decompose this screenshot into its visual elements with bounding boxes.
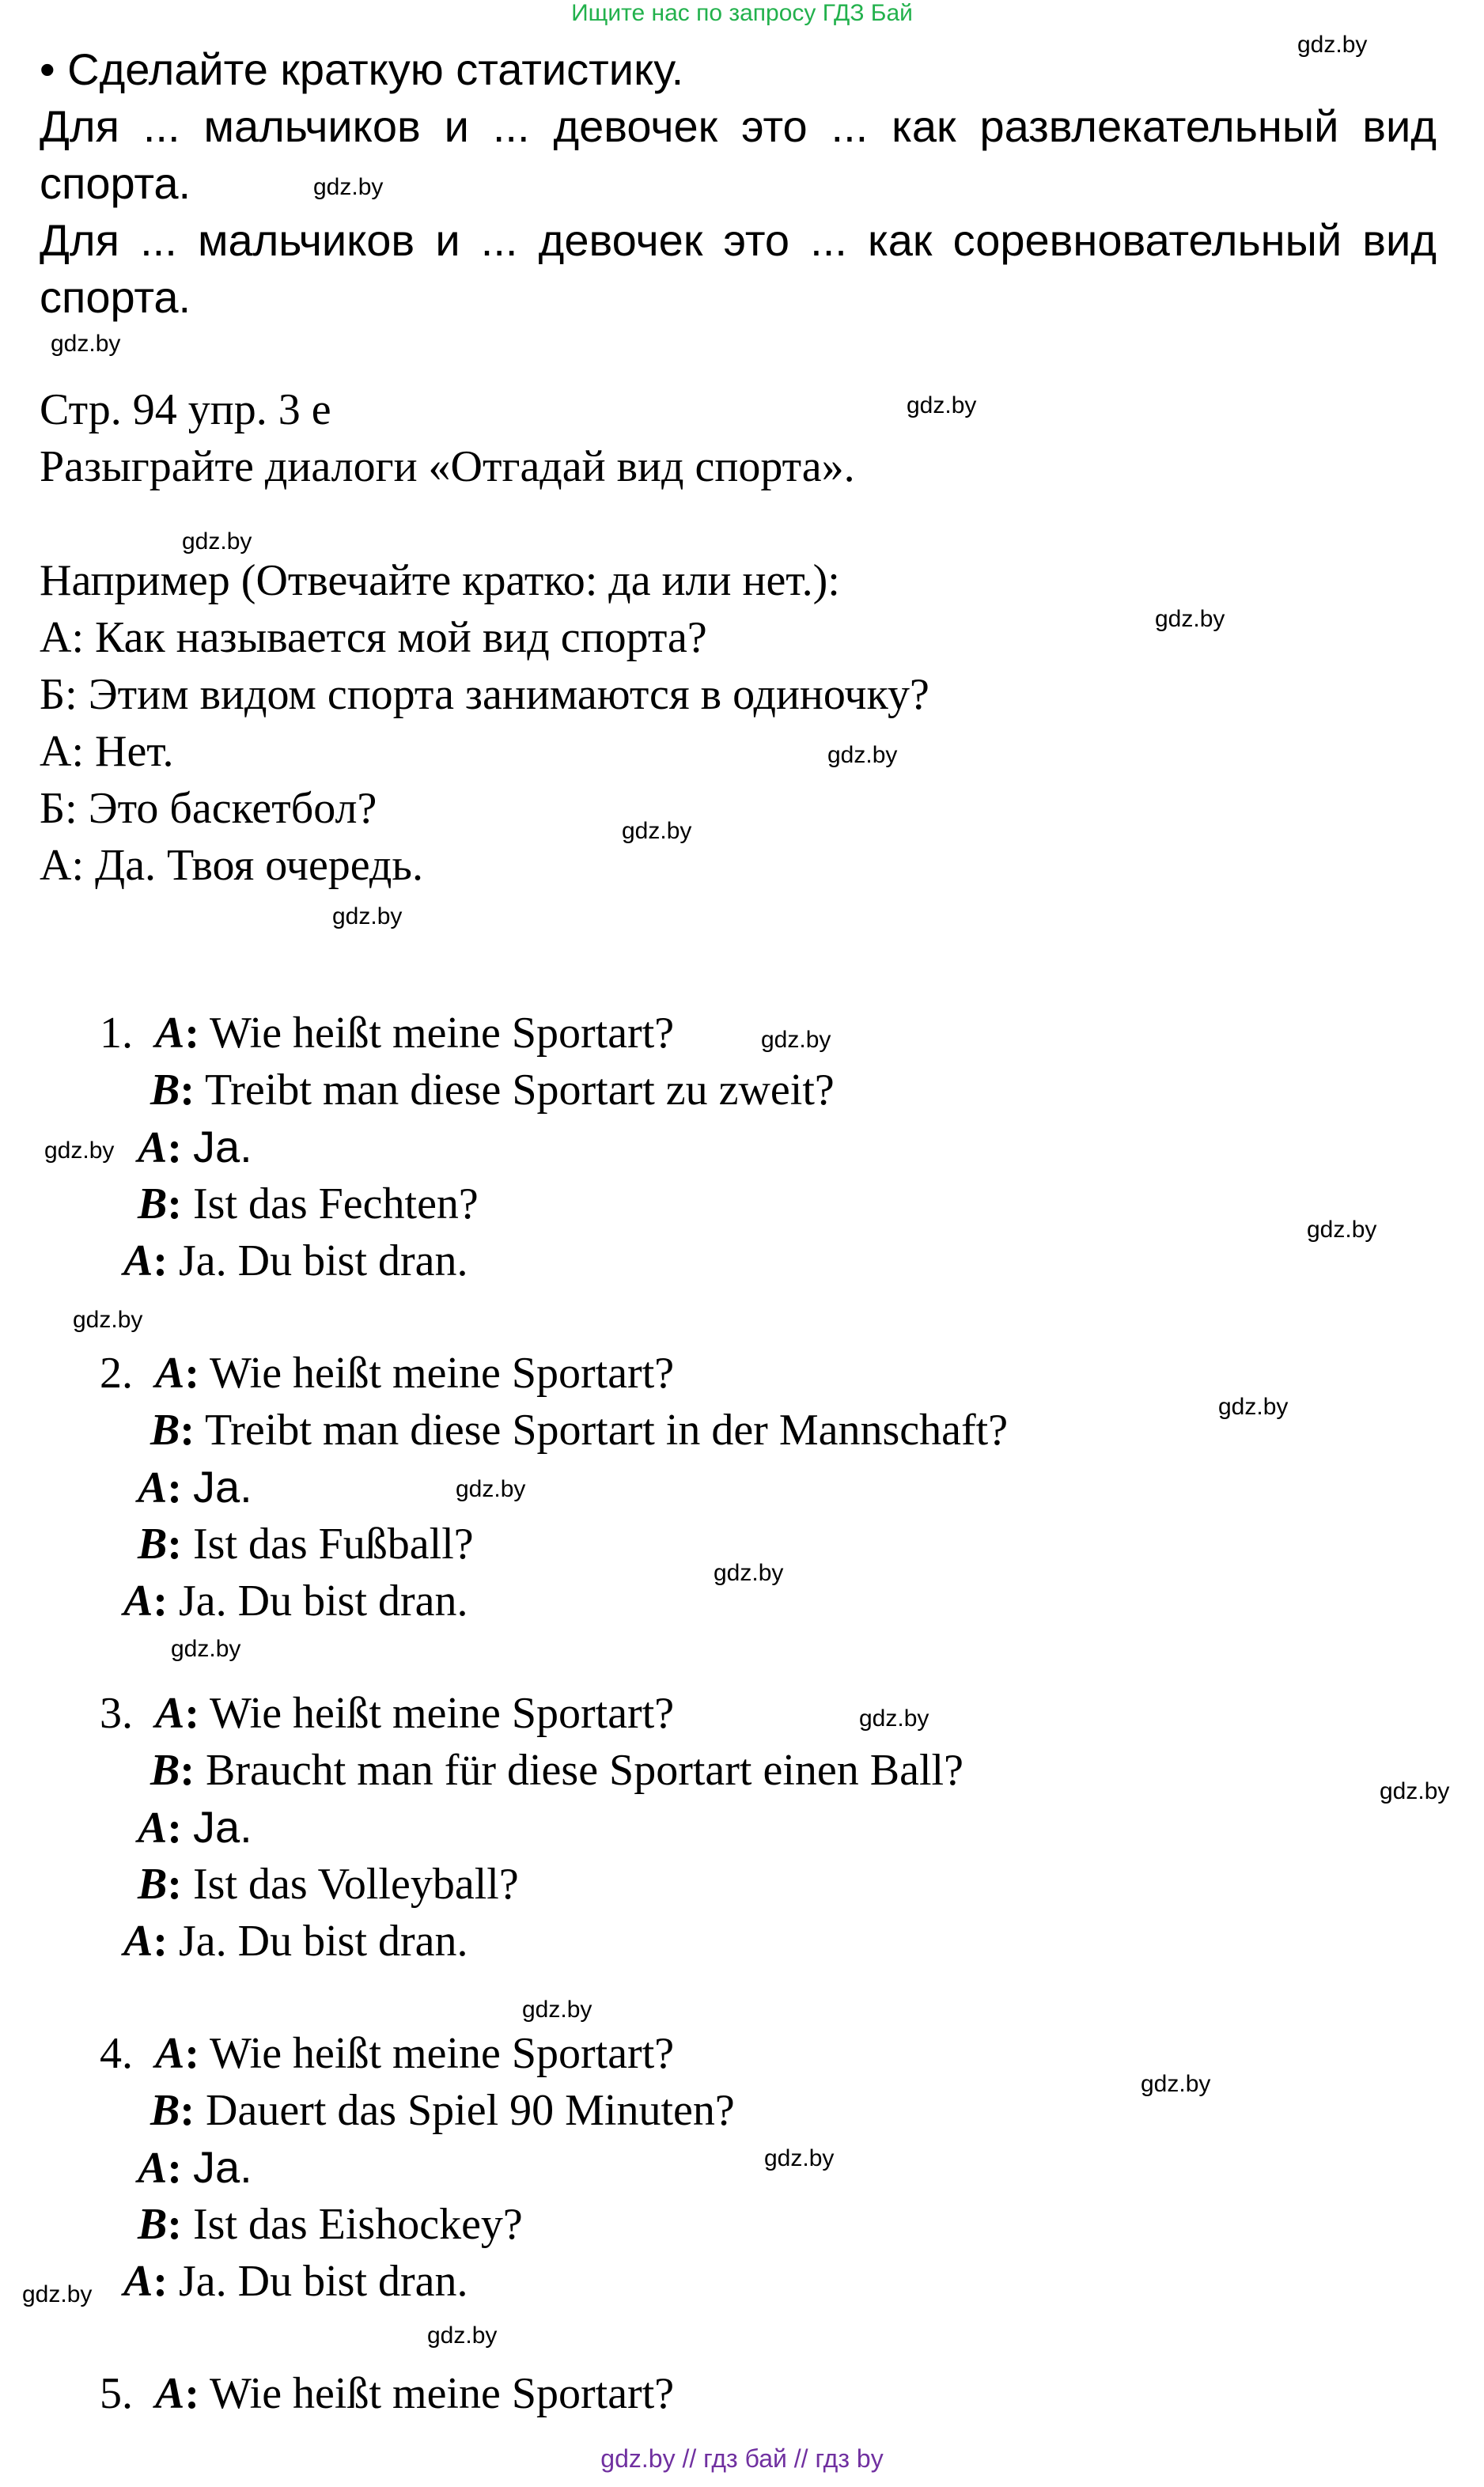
dialog-text: Ist das Fechten? [193, 1179, 479, 1228]
speaker-label: A [123, 1577, 153, 1626]
dialog-line [100, 2365, 674, 2422]
speaker-label: B [150, 1406, 180, 1455]
speaker-colon: : [167, 1804, 183, 1853]
watermark: gdz.by [44, 1138, 115, 1164]
example-line: А: Да. Твоя очередь. [40, 841, 423, 890]
watermark: gdz.by [1380, 1778, 1450, 1804]
speaker-label: A [155, 2029, 185, 2078]
dialog-text: Ja. Du bist dran. [179, 2257, 468, 2306]
dialog-line [100, 1345, 674, 1402]
watermark: gdz.by [332, 903, 403, 929]
stats-line: Для ... мальчиков и ... девочек это ... как соревновательный вид [40, 215, 1437, 265]
speaker-label: A [123, 2257, 153, 2306]
watermark: gdz.by [456, 1476, 526, 1502]
watermark: gdz.by [907, 392, 977, 418]
speaker-label: A [138, 1463, 168, 1512]
dialog-text: Wie heißt meine Sportart? [210, 2029, 675, 2078]
speaker-label: B [150, 2086, 180, 2135]
dialog-text: Ja. [193, 1802, 252, 1852]
dialog-text: Ja. Du bist dran. [179, 1577, 468, 1626]
speaker-label: A [123, 1917, 153, 1966]
speaker-label: B [150, 1746, 180, 1795]
exercise-reference: Стр. 94 упр. 3 е [40, 385, 331, 434]
dialog-number: 2. [100, 1349, 133, 1398]
speaker-colon: : [180, 1746, 195, 1795]
speaker-colon: : [184, 1009, 200, 1058]
speaker-colon: : [180, 2086, 195, 2135]
speaker-colon: : [153, 1236, 168, 1285]
watermark: gdz.by [73, 1307, 143, 1333]
dialog-line [138, 1119, 252, 1176]
dialog-line [150, 2082, 735, 2139]
speaker-label: B [138, 1520, 168, 1569]
dialog-text: Wie heißt meine Sportart? [210, 2369, 675, 2418]
dialog-text: Ja. [193, 1462, 252, 1512]
task-title: Разыграйте диалоги «Отгадай вид спорта». [40, 442, 855, 491]
example-line: Б: Это баскетбол? [40, 784, 377, 833]
speaker-label: B [138, 1860, 168, 1909]
speaker-colon: : [167, 1123, 183, 1172]
dialog-text: Dauert das Spiel 90 Minuten? [206, 2086, 735, 2135]
watermark: gdz.by [1307, 1217, 1377, 1243]
watermark: gdz.by [522, 1997, 592, 2023]
example-line: А: Как называется мой вид спорта? [40, 613, 707, 662]
speaker-colon: : [184, 2029, 200, 2078]
top-banner[interactable]: Ищите нас по запросу ГДЗ Бай [571, 0, 913, 26]
stats-line: спорта. [40, 272, 191, 322]
dialog-text: Ja. [193, 1122, 252, 1172]
speaker-colon: : [167, 1463, 183, 1512]
stats-heading: • Сделайте краткую статистику. [40, 44, 684, 94]
speaker-colon: : [153, 1577, 168, 1626]
dialog-number: 5. [100, 2369, 133, 2418]
watermark: gdz.by [1218, 1394, 1289, 1420]
dialog-number: 4. [100, 2029, 133, 2078]
dialog-text: Treibt man diese Sportart in der Mannschaft? [205, 1406, 1009, 1455]
watermark: gdz.by [1141, 2071, 1211, 2097]
speaker-colon: : [184, 1349, 200, 1398]
watermark: gdz.by [427, 2322, 498, 2349]
dialog-line [100, 1005, 674, 1062]
speaker-colon: : [167, 1860, 183, 1909]
watermark: gdz.by [761, 1027, 831, 1053]
dialog-line [150, 1402, 1008, 1459]
watermark: gdz.by [714, 1560, 784, 1586]
dialog-text: Wie heißt meine Sportart? [210, 1009, 675, 1058]
dialog-number: 1. [100, 1009, 133, 1058]
dialog-line [100, 2025, 674, 2082]
speaker-colon: : [184, 2369, 200, 2418]
dialog-text: Ja. Du bist dran. [179, 1236, 468, 1285]
dialog-text: Ist das Volleyball? [193, 1860, 519, 1909]
dialog-text: Ja. Du bist dran. [179, 1917, 468, 1966]
dialog-line [150, 1062, 835, 1119]
dialog-line [138, 1799, 252, 1857]
footer-links[interactable]: gdz.by // гдз бай // гдз by [600, 2444, 884, 2473]
dialog-line [123, 1232, 468, 1289]
dialog-text: Treibt man diese Sportart zu zweit? [205, 1066, 835, 1115]
dialog-text: Ist das Fußball? [193, 1520, 474, 1569]
dialog-line [150, 1742, 963, 1799]
speaker-label: A [138, 2144, 168, 2193]
example-line: Б: Этим видом спорта занимаются в одиночку? [40, 670, 929, 719]
dialog-number: 3. [100, 1689, 133, 1738]
dialog-line [100, 1685, 674, 1742]
speaker-label: B [138, 1179, 168, 1228]
speaker-colon: : [167, 2144, 183, 2193]
speaker-colon: : [167, 1179, 183, 1228]
speaker-label: A [155, 1689, 185, 1738]
watermark: gdz.by [313, 174, 384, 200]
speaker-colon: : [167, 2200, 183, 2249]
dialog-line [123, 1913, 468, 1970]
dialog-text: Wie heißt meine Sportart? [210, 1689, 675, 1738]
speaker-label: A [123, 1236, 153, 1285]
dialog-line [138, 1516, 474, 1573]
speaker-colon: : [180, 1066, 195, 1115]
dialog-line [138, 1175, 479, 1232]
speaker-colon: : [153, 2257, 168, 2306]
example-line: А: Нет. [40, 727, 174, 776]
watermark: gdz.by [1155, 606, 1225, 632]
watermark: gdz.by [182, 528, 252, 555]
dialog-line [138, 1856, 519, 1913]
watermark: gdz.by [22, 2281, 93, 2307]
dialog-text: Ja. [193, 2142, 252, 2192]
dialog-text: Wie heißt meine Sportart? [210, 1349, 675, 1398]
speaker-label: A [155, 1009, 185, 1058]
dialog-text: Ist das Eishockey? [193, 2200, 523, 2249]
watermark: gdz.by [171, 1636, 241, 1662]
stats-line: спорта. [40, 158, 191, 208]
speaker-label: A [138, 1804, 168, 1853]
watermark: gdz.by [1297, 32, 1368, 58]
watermark: gdz.by [51, 331, 121, 357]
speaker-label: A [155, 1349, 185, 1398]
watermark: gdz.by [859, 1705, 929, 1732]
speaker-label: B [138, 2200, 168, 2249]
watermark: gdz.by [827, 742, 898, 768]
dialog-line [123, 1573, 468, 1630]
speaker-label: A [138, 1123, 168, 1172]
speaker-label: A [155, 2369, 185, 2418]
speaker-colon: : [184, 1689, 200, 1738]
dialog-text: Braucht man für diese Sportart einen Ball? [206, 1746, 963, 1795]
watermark: gdz.by [764, 2145, 835, 2171]
dialog-line [123, 2253, 468, 2310]
dialog-line [138, 2139, 252, 2197]
example-intro: Например (Отвечайте кратко: да или нет.): [40, 556, 840, 605]
speaker-colon: : [180, 1406, 195, 1455]
speaker-colon: : [167, 1520, 183, 1569]
dialog-line [138, 1459, 252, 1516]
dialog-line [138, 2196, 523, 2253]
speaker-colon: : [153, 1917, 168, 1966]
stats-line: Для ... мальчиков и ... девочек это ... как развлекательный вид [40, 101, 1437, 151]
watermark: gdz.by [622, 818, 692, 844]
speaker-label: B [150, 1066, 180, 1115]
